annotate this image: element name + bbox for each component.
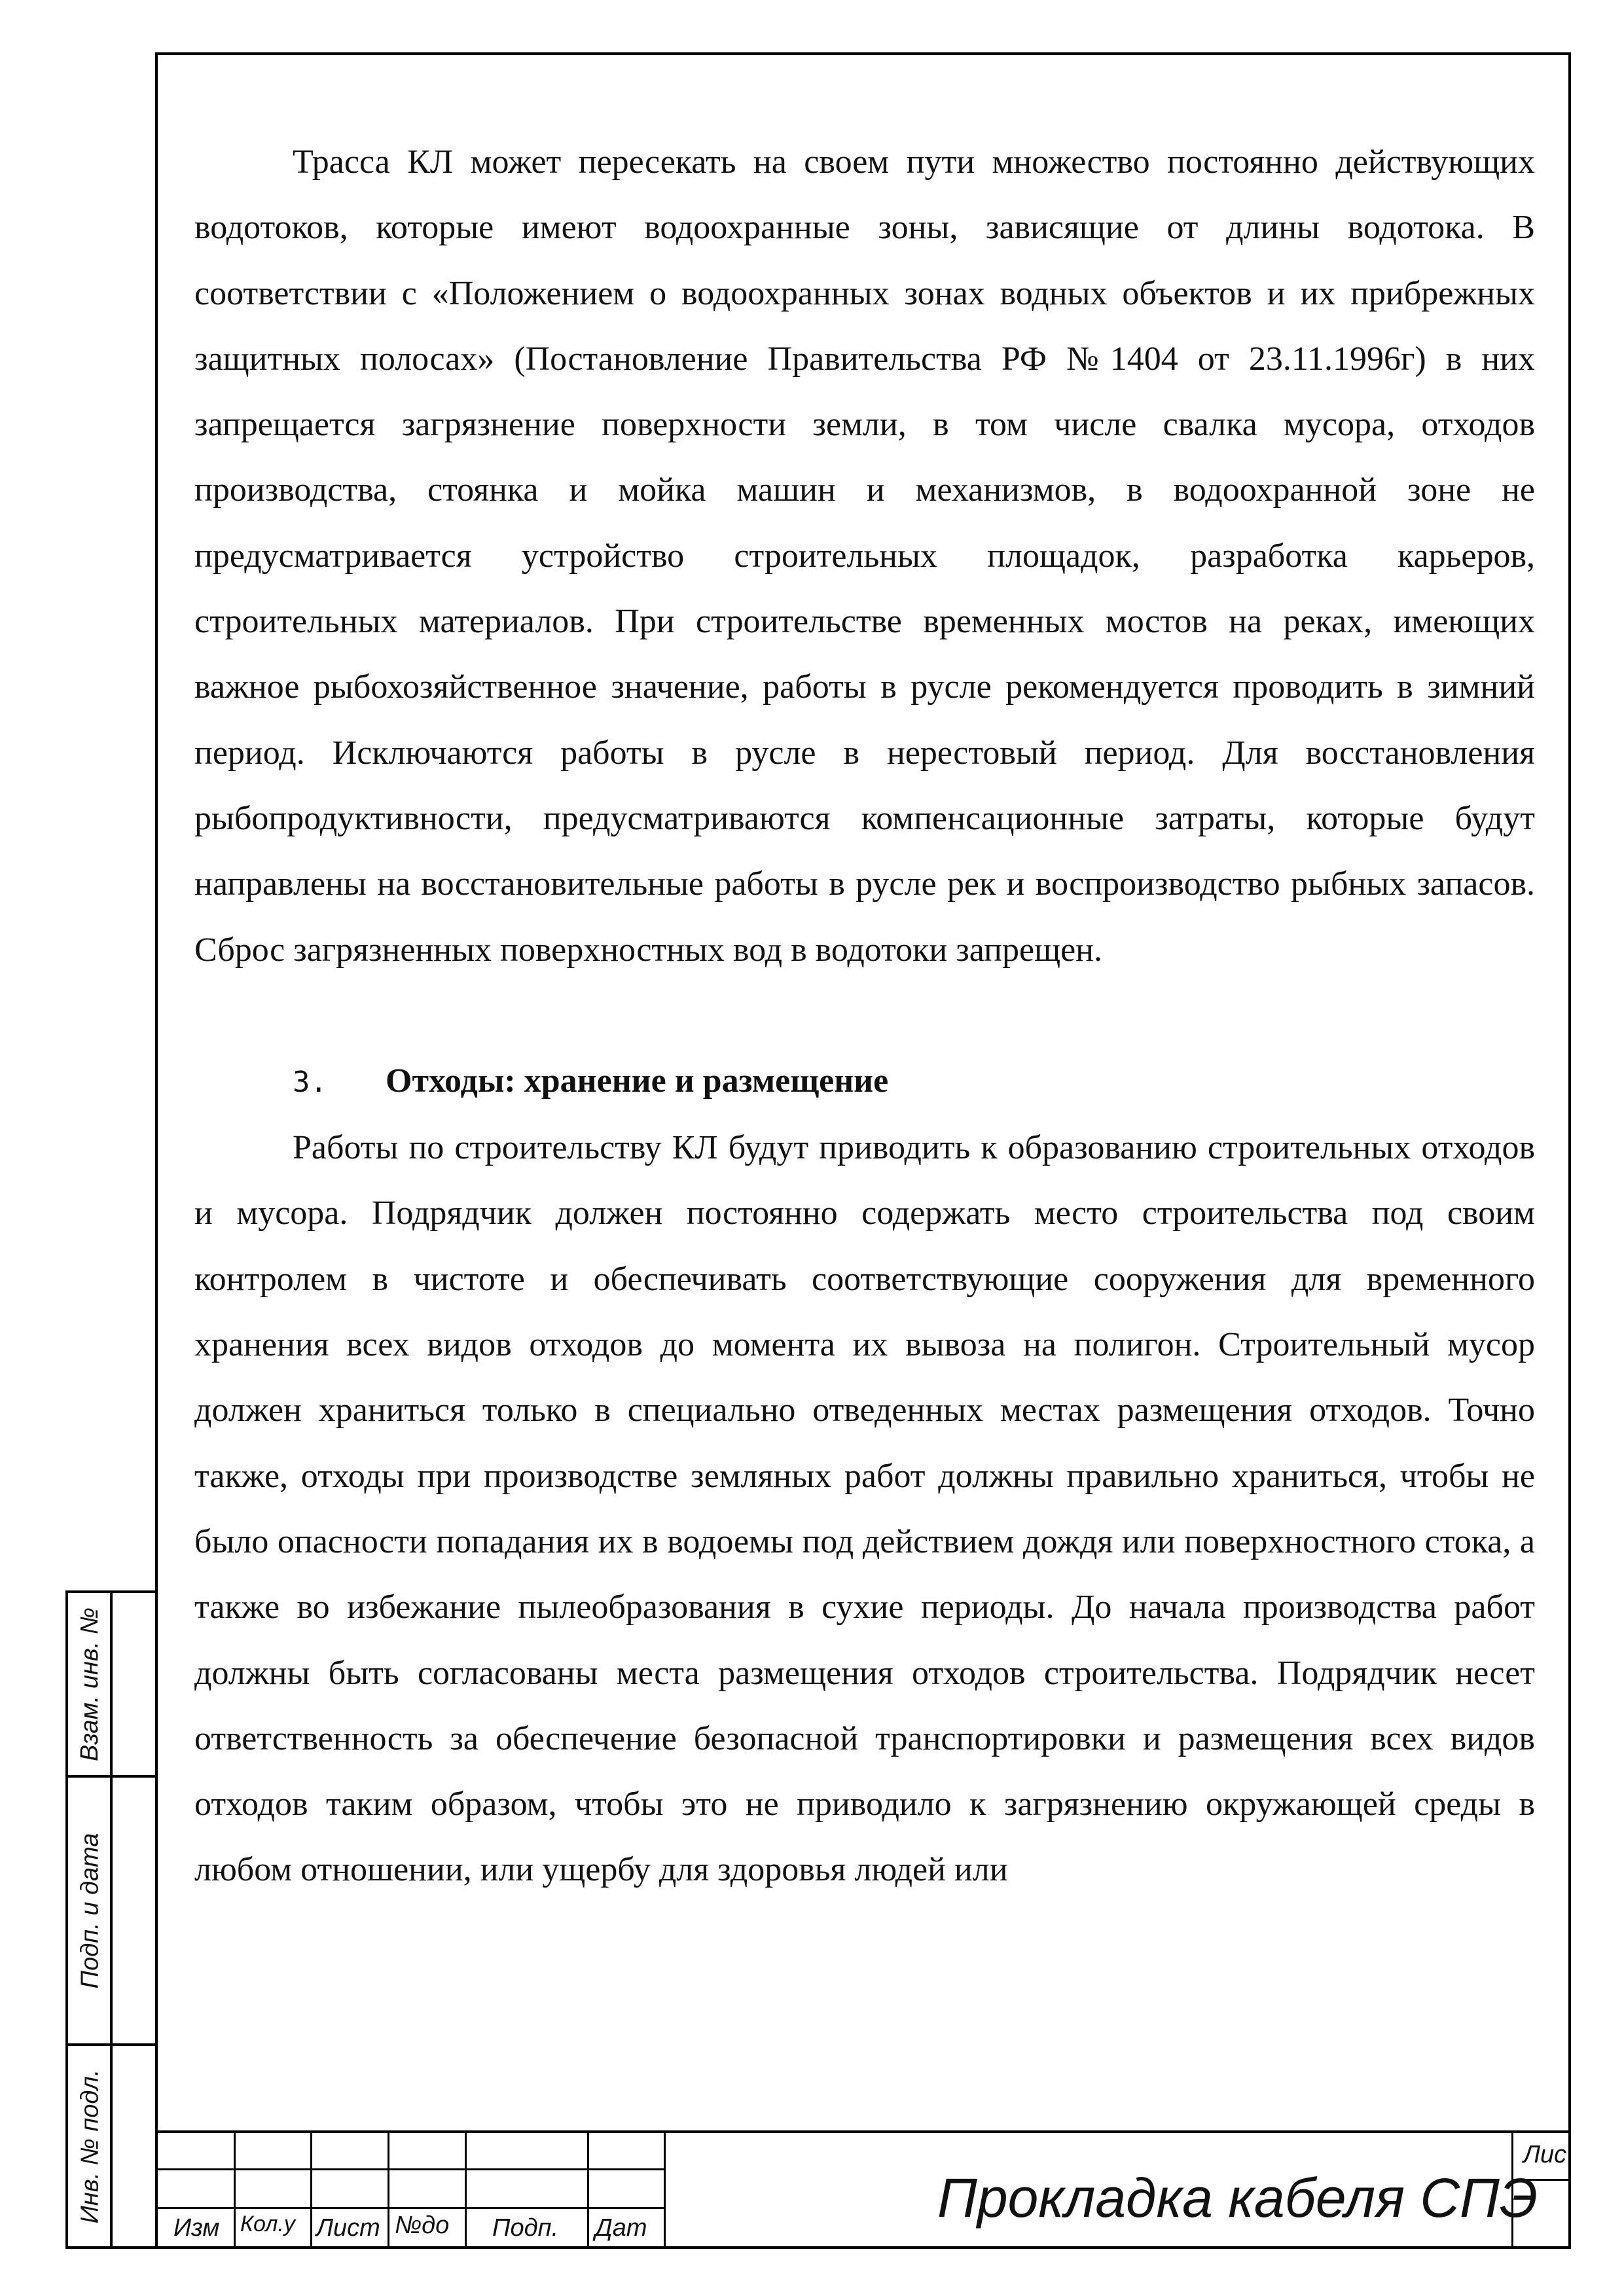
section-number: 3. xyxy=(293,1065,327,1099)
col-line-4 xyxy=(465,2130,467,2249)
podp-data-label: Подп. и дата xyxy=(76,1833,104,1988)
paragraph-watercourses: Трасса КЛ может пересекать на своем пути множество постоянно действующих водотоков, которые имеют водоохранные зоны, зависящие от длины водотока. В соответствии с «Положением о водоохранных зонах водных объектов и их прибрежных защитных полосах» (Постановление Правительства РФ №1404 от 23.11.1996г) в них запрещается загрязнение поверхности земли, в том числе свалка мусора, отходов производства, стоянка и мойка машин и механизмов, в водоохранной зоне не предусматривается устройство строительных площадок, разработка карьеров, строительных материалов. При строительстве временных мостов на реках, имеющих важное рыбохозяйственное значение, работы в русле рекомендуется проводить в зимний период. Исключаются работы в русле в нерестовый период. Для восстановления рыбопродуктивности, предусматриваются компенсационные затраты, которые будут направлены на восстановительные работы в русле рек и воспроизводство рыбных запасов. Сброс загрязненных поверхностных вод в водотоки запрещен. xyxy=(194,143,1535,969)
col-date: Дат xyxy=(595,2214,647,2242)
inv-podl-label: Инв. № подл. xyxy=(76,2069,104,2223)
col-podp: Подп. xyxy=(492,2214,559,2242)
vzam-inv-label: Взам. инв. № xyxy=(76,1607,104,1761)
col-line-6 xyxy=(664,2130,666,2249)
col-kolu: Кол.у xyxy=(240,2212,295,2236)
paragraph-waste: Работы по строительству КЛ будут приводить к образованию строительных отходов и мусора. Подрядчик должен постоянно содержать место строительства под своим контролем в чистоте и обеспечивать соответствующие сооружения для временного хранения всех видов отходов до момента их вывоза на полигон. Строительный мусор должен храниться только в специально отведенных местах размещения отходов. Точно также, отходы при производстве земляных работ должны правильно храниться, чтобы не было опасности попадания их в водоемы под действием дождя или поверхностного стока, а также во избежание пылеобразования в сухие периоды. До начала производства работ должны быть согласованы места размещения отходов строительства. Подрядчик несет ответственность за обеспечение безопасной транспортировки и размещения всех видов отходов таким образом, чтобы это не приводило к загрязнению окружающей среды в любом отношении, или ущербу для здоровья людей или xyxy=(194,1129,1535,1889)
side-label-podp xyxy=(71,1778,110,2043)
col-line-5 xyxy=(587,2130,589,2249)
col-line-2 xyxy=(310,2130,312,2249)
body-text xyxy=(194,130,1535,1903)
title-block-row-line-1 xyxy=(155,2168,666,2170)
title-block xyxy=(155,2130,1571,2249)
col-ndoc: №до xyxy=(395,2212,450,2239)
side-stamp xyxy=(65,1590,155,2249)
sheet-label: Лис xyxy=(1523,2141,1567,2168)
col-line-1 xyxy=(234,2130,236,2249)
col-list: Лист xyxy=(316,2214,380,2242)
side-label-vzam xyxy=(71,1593,110,1775)
col-line-3 xyxy=(388,2130,389,2249)
side-row-podp xyxy=(68,1778,155,2046)
side-row-vzam xyxy=(68,1593,155,1778)
section-heading xyxy=(194,1049,1535,1115)
side-row-inv xyxy=(68,2046,155,2249)
side-label-inv xyxy=(71,2046,110,2246)
document-title: Прокладка кабеля СПЭ xyxy=(937,2167,1538,2229)
title-block-top-line xyxy=(155,2130,1571,2133)
col-izm: Изм xyxy=(173,2214,220,2242)
section-title: Отходы: хранение и размещение xyxy=(386,1062,889,1100)
title-block-row-line-2 xyxy=(155,2207,666,2209)
